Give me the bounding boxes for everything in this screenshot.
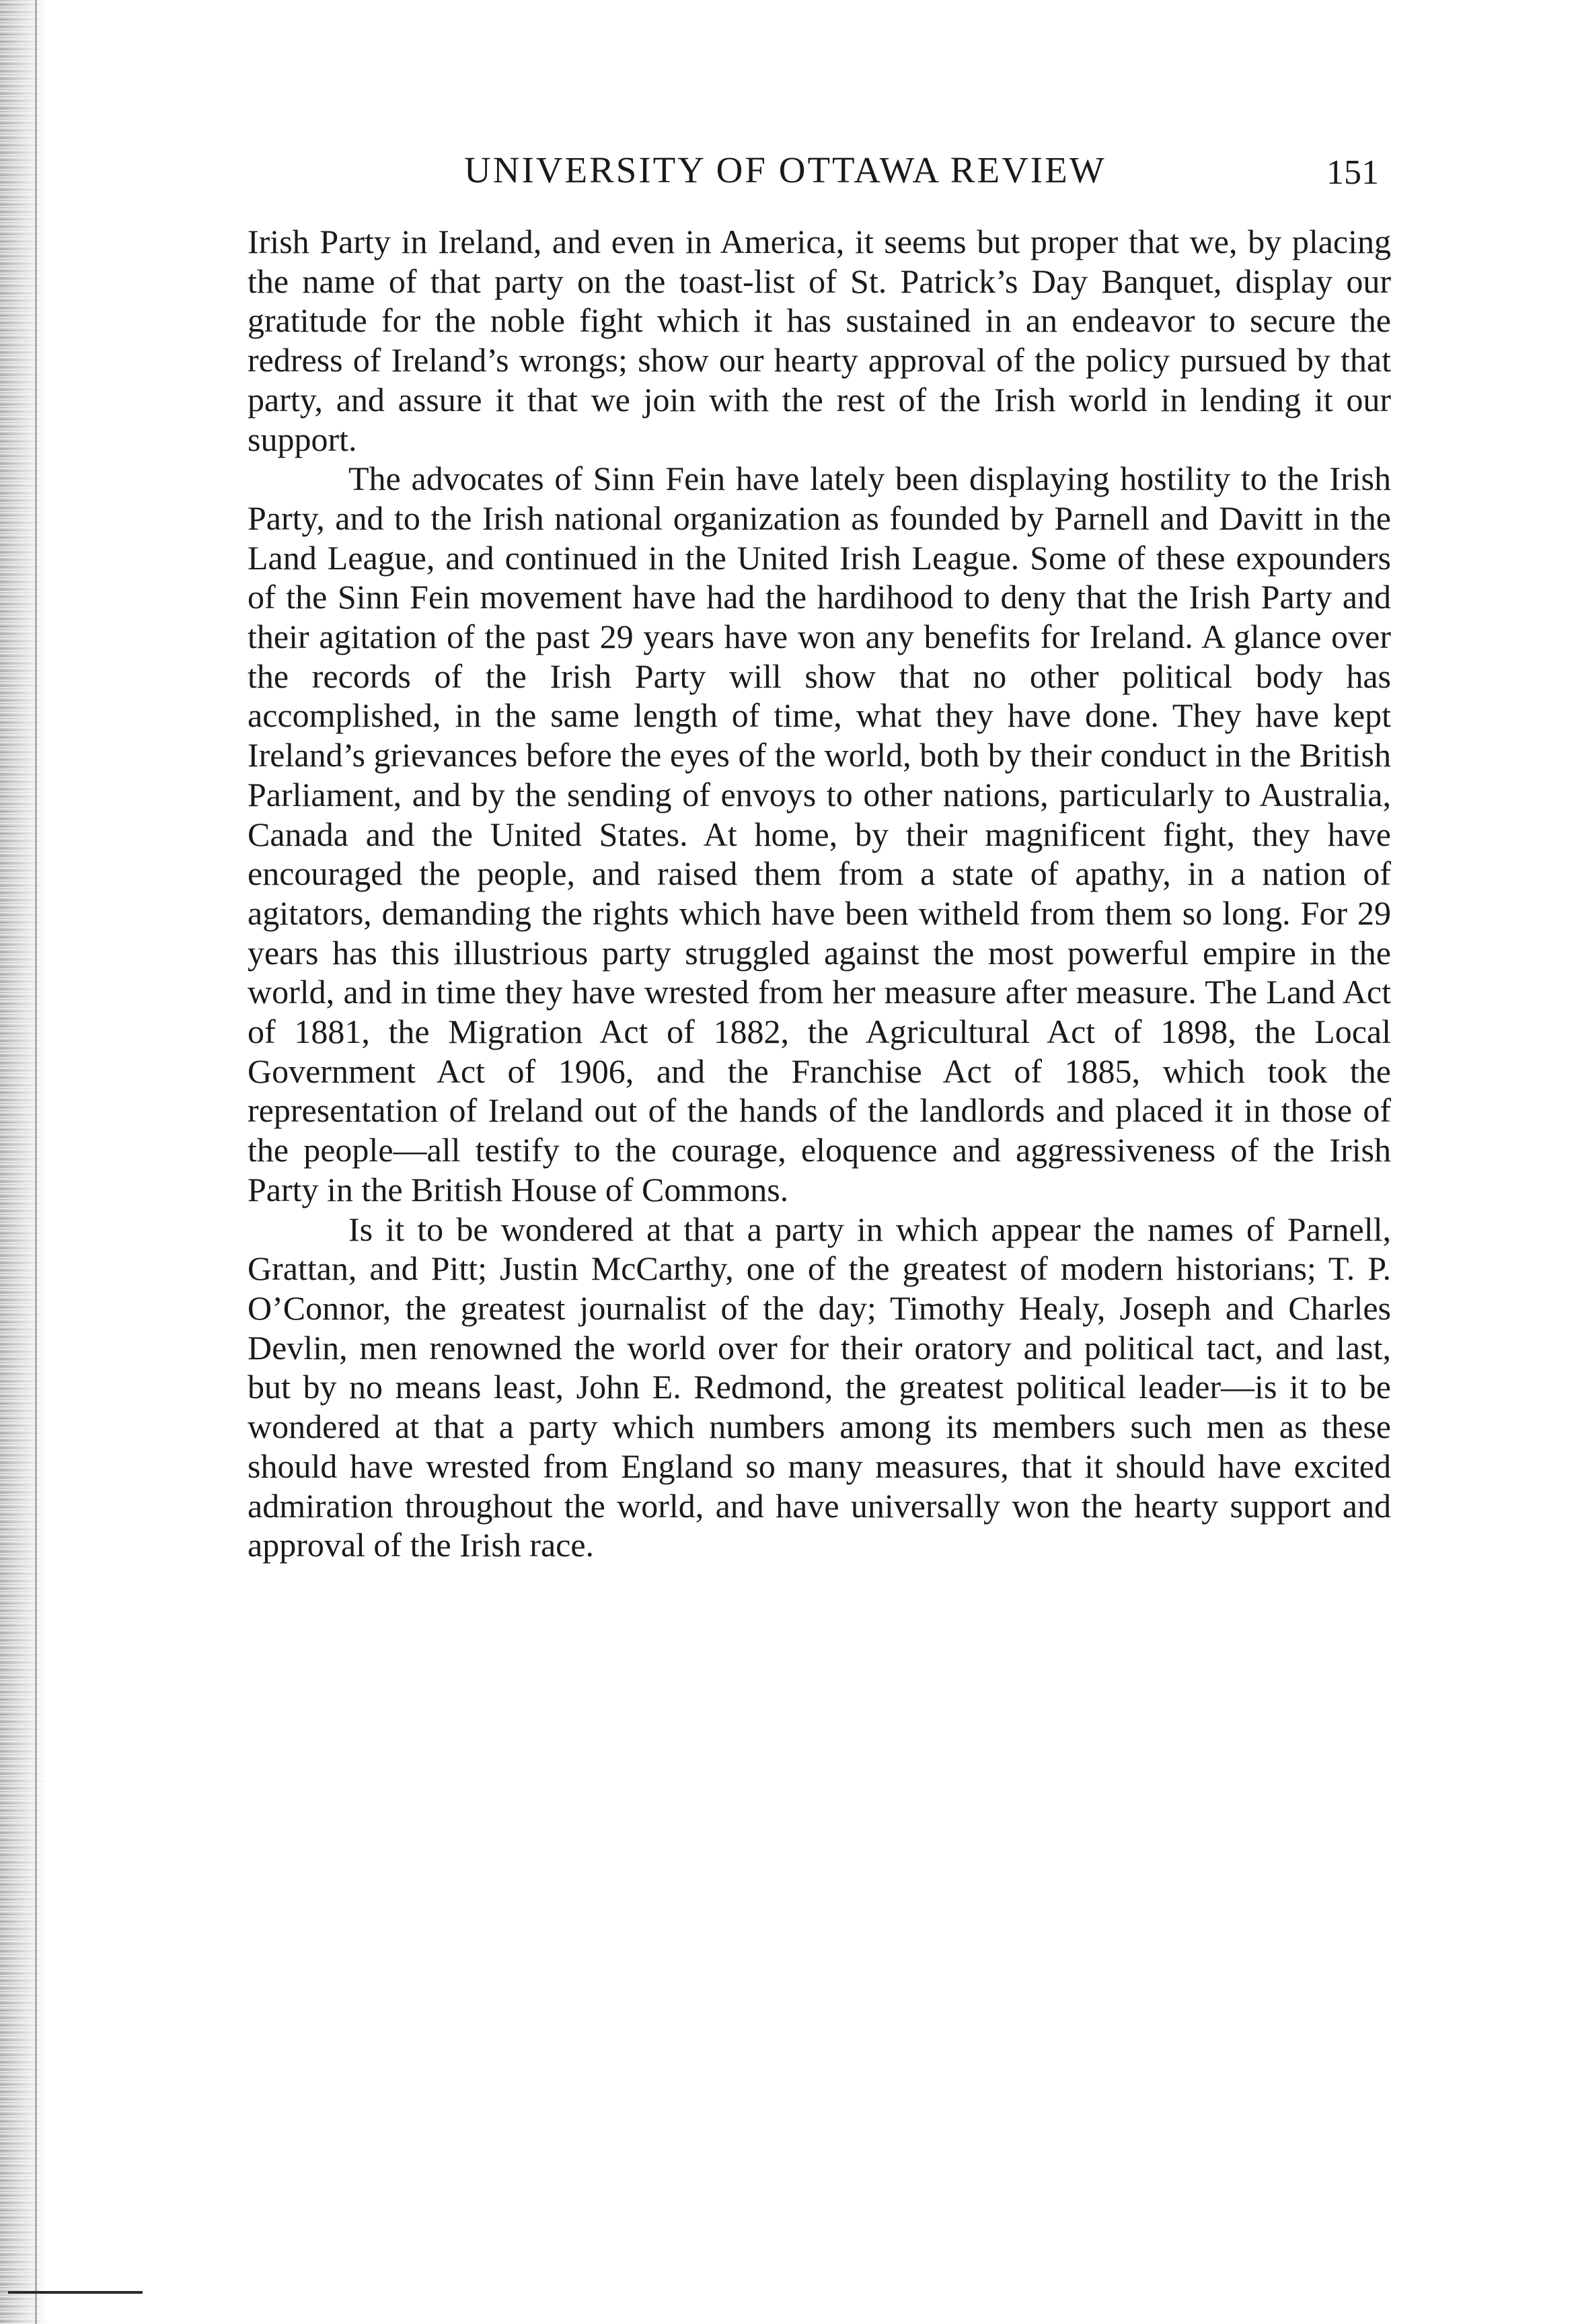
bottom-edge-mark — [8, 2291, 143, 2294]
page-header — [242, 147, 1379, 194]
binding-line — [35, 0, 37, 2324]
paragraph-2: The advocates of Sinn Fein have lately been displaying hostility to the Irish Party, and to the Irish national organization as founded by Parnell and Davitt in the Land League, and continued in the United Irish League. Some of these expounders of the Sinn Fein movement have had the hardihood to deny that the Irish Party and their agitation of the past 29 years have won any benefits for Ireland. A glance over the records of the Irish Party will show that no other political body has accomplished, in the same length of time, what they have done. They have kept Ireland’s grievances before the eyes of the world, both by their conduct in the British Parliament, and by the sending of envoys to other nations, particularly to Australia, Canada and the United States. At home, by their magnificent fight, they have encouraged the people, and raised them from a state of apathy, in a nation of agitators, demanding the rights which have been witheld from them so long. For 29 years has this illustrious party struggled against the most powerful empire in the world, and in time they have wrested from her measure after measure. The Land Act of 1881, the Migration Act of 1882, the Agricultural Act of 1898, the Local Government Act of 1906, and the Franchise Act of 1885, which took the representation of Ireland out of the hands of the landlords and placed it in those of the people—all testify to the courage, eloquence and aggressiveness of the Irish Party in the British House of Commons. — [248, 460, 1391, 1208]
page-number: 151 — [1326, 153, 1379, 192]
body-text — [248, 222, 1391, 1565]
paragraph-3: Is it to be wondered at that a party in which appear the names of Parnell, Grattan, and Pitt; Justin McCarthy, one of the greatest of modern historians; T. P. O’Connor, the greatest journalist of the day; Timothy Healy, Joseph and Charles Devlin, men renowned the world over for their oratory and political tact, and last, but by no means least, John E. Redmond, the greatest political leader—is it to be wondered at that a party which numbers among its members such men as these should have wrested from England so many measures, that it should have excited admiration throughout the world, and have universally won the hearty support and approval of the Irish race. — [248, 1210, 1391, 1564]
binding-edge-shadow — [0, 0, 47, 2324]
paragraph-1: Irish Party in Ireland, and even in America, it seems but proper that we, by placing the name of that party on the toast-list of St. Patrick’s Day Banquet, display our gratitude for the noble fight which it has sustained in an endeavor to secure the redress of Ireland’s wrongs; show our hearty approval of the policy pursued by that party, and assure it that we join with the rest of the Irish world in lending it our support. — [248, 223, 1391, 458]
running-head: UNIVERSITY OF OTTAWA REVIEW — [464, 149, 1106, 190]
